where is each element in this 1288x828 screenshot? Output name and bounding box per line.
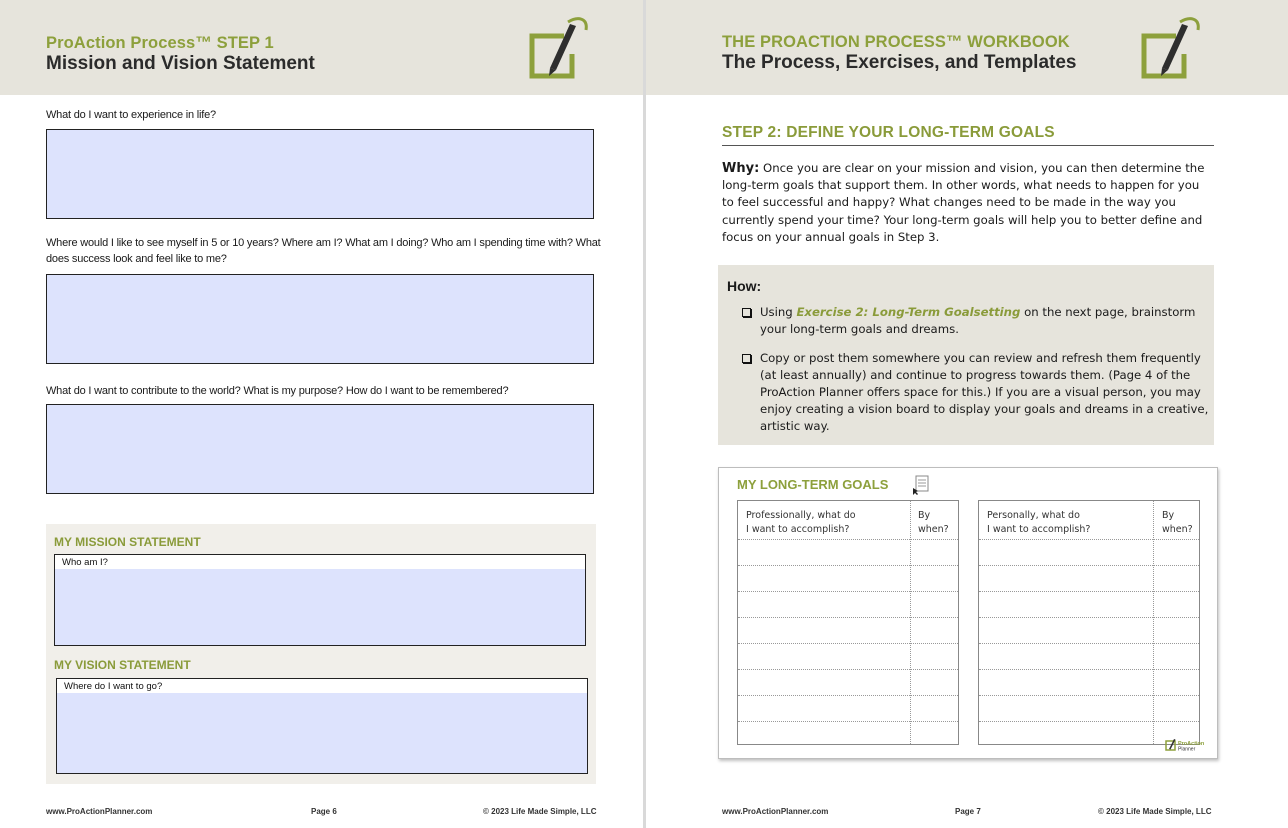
personal-header-line-1: Personally, what do — [987, 510, 1080, 521]
by-when-line-2: when? — [1162, 523, 1193, 535]
goal-row — [738, 565, 958, 566]
mini-logo-line-2: Planner — [1178, 746, 1196, 752]
goal-row — [738, 591, 958, 592]
footer-page-number: Page 7 — [955, 807, 981, 816]
goal-row — [738, 695, 958, 696]
answer-field-experience[interactable] — [46, 129, 594, 219]
page-title: Mission and Vision Statement — [46, 53, 315, 74]
mini-logo-line-1: ProAction — [1178, 741, 1205, 747]
column-divider — [910, 501, 911, 744]
step-title: STEP 2: DEFINE YOUR LONG-TERM GOALS — [722, 124, 1055, 141]
exercise-link[interactable]: Exercise 2: Long-Term Goalsetting — [796, 305, 1021, 319]
proaction-pen-logo-icon — [1140, 14, 1204, 82]
workbook-page-6 — [0, 0, 643, 828]
goal-row — [979, 669, 1199, 670]
mission-statement-heading: MY MISSION STATEMENT — [54, 535, 201, 549]
header-kicker: THE PROACTION PROCESS™ WORKBOOK — [722, 33, 1070, 51]
column-divider — [1153, 501, 1154, 744]
professional-header-line-2: I want to accomplish? — [746, 523, 850, 535]
proaction-planner-mini-logo-icon — [1165, 738, 1211, 752]
how-item-2 — [742, 350, 1210, 435]
question-future-self — [46, 236, 601, 267]
header-kicker: ProAction Process™ STEP 1 — [46, 34, 274, 52]
vision-statement-heading: MY VISION STATEMENT — [54, 658, 191, 672]
footer-page-number: Page 6 — [311, 807, 337, 816]
answer-field-contribution[interactable] — [46, 404, 594, 494]
how-label: How: — [727, 278, 762, 294]
page-title: The Process, Exercises, and Templates — [722, 52, 1077, 73]
by-when-line-1: By — [1162, 510, 1175, 521]
footer-copyright: © 2023 Life Made Simple, LLC — [483, 807, 597, 816]
step-title-rule — [722, 145, 1214, 146]
personal-header-line-2: I want to accomplish? — [987, 523, 1091, 535]
vision-statement-field[interactable] — [56, 678, 588, 774]
how-item-1-post: on the next page, brainstorm your long-term goals and dreams. — [760, 305, 1196, 336]
mission-vision-panel — [46, 524, 596, 784]
goal-row — [979, 565, 1199, 566]
goal-row — [979, 643, 1199, 644]
checkbox-icon — [742, 354, 751, 363]
question-future-self-line-1: Where would I like to see myself in 5 or 10 years? Where am I? What am I doing? Who am I spending time with? What — [46, 237, 601, 249]
workbook-page-7 — [646, 0, 1288, 828]
mission-prompt: Who am I? — [55, 555, 585, 569]
goal-row — [738, 669, 958, 670]
footer-copyright: © 2023 Life Made Simple, LLC — [1098, 807, 1212, 816]
why-paragraph — [722, 160, 1214, 246]
how-item-2-text: Copy or post them somewhere you can review and refresh them frequently (at least annually) and continue to progress towards them. (Page 4 of the ProAction Planner offers space for this.) If you are a visual person, you may enjoy creating a vision board to display your goals and dreams in a creative, artistic way. — [760, 351, 1209, 433]
document-cursor-icon — [912, 475, 932, 495]
proaction-pen-logo-icon — [528, 14, 592, 82]
by-when-header — [918, 509, 949, 536]
mission-statement-field[interactable] — [54, 554, 586, 646]
professional-header-line-1: Professionally, what do — [746, 510, 856, 521]
answer-field-future-self[interactable] — [46, 274, 594, 364]
how-panel — [718, 265, 1214, 445]
how-item-1 — [742, 304, 1210, 338]
why-label: Why: — [722, 161, 760, 176]
goal-row — [738, 643, 958, 644]
by-when-header — [1162, 509, 1193, 536]
how-item-1-pre: Using — [760, 305, 797, 319]
checkbox-icon — [742, 308, 751, 317]
by-when-line-2: when? — [918, 523, 949, 535]
long-term-goals-template-preview[interactable] — [718, 467, 1218, 759]
footer-url: www.ProActionPlanner.com — [46, 807, 153, 816]
template-title: MY LONG-TERM GOALS — [737, 477, 889, 492]
page-header — [0, 0, 643, 95]
question-future-self-line-2: does success look and feel like to me? — [46, 252, 227, 265]
goal-row — [738, 539, 958, 540]
goal-row — [979, 721, 1199, 722]
goal-row — [979, 695, 1199, 696]
goal-row — [979, 539, 1199, 540]
goal-row — [979, 591, 1199, 592]
professional-goals-header — [746, 509, 856, 536]
why-body: Once you are clear on your mission and vision, you can then determine the long-term goals that support them. In other words, what needs to happen for you to feel successful and happy? What changes need to be made in the way you currently spend your time? Your long-term goals will help you to better define and focus on your annual goals in Step 3. — [722, 161, 1205, 244]
goal-row — [738, 617, 958, 618]
personal-goals-column — [978, 500, 1200, 745]
personal-goals-header — [987, 509, 1090, 536]
goal-row — [738, 721, 958, 722]
vision-prompt: Where do I want to go? — [57, 679, 587, 693]
by-when-line-1: By — [918, 510, 931, 521]
question-experience: What do I want to experience in life? — [46, 109, 216, 121]
footer-url: www.ProActionPlanner.com — [722, 807, 829, 816]
question-contribution: What do I want to contribute to the world? What is my purpose? How do I want to be remembered? — [46, 385, 509, 397]
goal-row — [979, 617, 1199, 618]
professional-goals-column — [737, 500, 959, 745]
